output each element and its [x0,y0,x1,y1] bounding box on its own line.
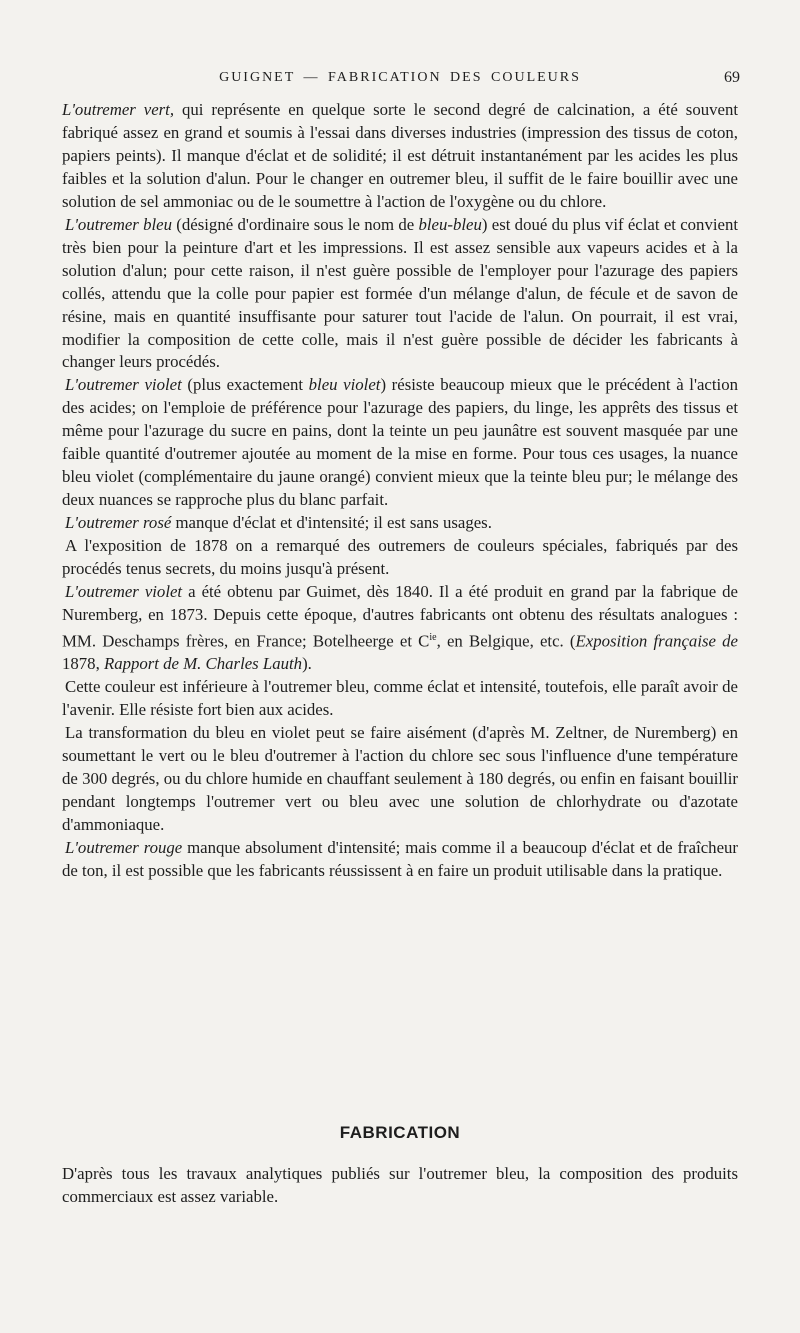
paragraph-text: ). [302,654,312,674]
paragraph-text: manque absolument d'intensité; mais comme il a beaucoup d'éclat et de fraîcheur de ton, il est possible que les fabricants réussissent à en faire un produit utilisable dans la pratique. [62,838,738,881]
paragraph-couleur-inferieure [62,676,738,722]
final-text [62,1163,738,1209]
paragraph-text: ) est doué du plus vif éclat et convient très bien pour la peinture d'art et les impressions. Il est assez sensible aux vapeurs acides et à la solution d'alun; pour cette raison, il n'est guère possible de l'employer pour l'azurage des papiers collés, attendu que la colle pour papier est formée d'un mélange d'alun, de fécule et de savon de résine, mais en quantité insuffisante pour saturer tout l'acide de l'alun. On pourrait, il est vrai, modifier la composition de cette colle, mais il n'est guère possible de décider les fabricants à changer leurs procédés. [62,214,738,372]
term-outremer-violet: L'outremer violet [65,582,183,602]
paragraph-text: A l'exposition de 1878 on a remarqué des outremers de couleurs spéciales, fabriqués par des procédés tenus secrets, du moins jusqu'à présent. [62,536,738,579]
term-bleu-bleu: bleu-bleu [418,214,482,234]
term-outremer-bleu: L'outremer bleu [65,214,173,234]
citation-exposition: Exposition française de [575,631,738,651]
paragraph-text: qui représente en quelque sorte le second degré de calcination, a été souvent fabriqué assez en grand et soumis à l'essai dans diverses industries (impression des tissus de coton, papiers peints). Il manque d'éclat et de solidité; il est détruit instantanément par les acides les plus faibles et la solution d'alun. Pour le changer en outremer bleu, il suffit de le faire bouillir avec une solution de sel ammoniac ou de le soumettre à l'action de l'oxygène ou du chlore. [62,100,738,211]
paragraph-text: ) résiste beaucoup mieux que le précédent à l'action des acides; on l'emploie de préférence pour l'azurage des papiers, du linge, les apprêts des tissus et même pour l'azurage du sucre en pains, dont la teinte un peu jaunâtre est souvent masquée par une faible quantité d'outremer ajoutée au moment de la mise en forme. Pour tous ces usages, la nuance bleu violet (complémentaire du jaune orangé) convient mieux que la teinte bleu pur; le mélange des deux nuances se rapproche plus du blanc parfait. [62,375,738,510]
running-title: GUIGNET — FABRICATION DES COULEURS [219,70,581,85]
term-outremer-vert: L'outremer vert, [62,100,175,119]
term-outremer-rose: L'outremer rosé [65,513,172,533]
paragraph-text: La transformation du bleu en violet peut se faire aisément (d'après M. Zeltner, de Nuremberg) en soumettant le vert ou le bleu d'outremer à l'action du chlore sec sous l'influence d'une température de 300 degrés, ou du chlore humide en chauffant seulement à 180 degrés, ou enfin en faisant bouillir pendant longtemps l'outremer vert ou bleu avec une solution de chlorhydrate ou d'azotate d'ammoniaque. [62,723,738,835]
paragraph-exposition-1878 [62,535,738,581]
paragraph-text: 1878, [62,654,104,674]
paragraph-text: Cette couleur est inférieure à l'outremer bleu, comme éclat et intensité, toutefois, elle paraît avoir de l'avenir. Elle résiste fort bien aux acides. [62,677,738,720]
paragraph-text: , en Belgique, etc. ( [436,631,576,651]
paragraph-outremer-violet [62,374,738,512]
paragraph-text: a été obtenu par Guimet, dès 1840. Il a été produit en grand par la fabrique de Nuremberg, en 1873. Depuis cette époque, d'autres fabricants ont obtenu des résultats analogues : MM. Deschamps frères, en France; Botelheerge et C [62,582,738,651]
page-number: 69 [724,69,740,86]
paragraph-outremer-bleu [62,214,738,375]
superscript-ie: ie [429,631,437,643]
body-text [62,99,738,883]
paragraph-transformation [62,722,738,837]
paragraph-outremer-vert [62,99,738,214]
term-bleu-violet: bleu violet [308,375,381,395]
paragraph-composition: D'après tous les travaux analytiques publiés sur l'outremer bleu, la composition des produits commerciaux est assez variable. [62,1164,738,1206]
running-header [60,66,740,90]
citation-rapport: Rapport de M. Charles Lauth [103,654,303,674]
section-heading: FABRICATION [339,1123,461,1142]
paragraph-text: (plus exactement [181,375,309,395]
term-outremer-violet: L'outremer violet [65,375,182,395]
paragraph-text: manque d'éclat et d'intensité; il est sans usages. [171,513,492,533]
paragraph-outremer-rouge [62,837,738,883]
paragraph-text: (désigné d'ordinaire sous le nom de [172,214,419,234]
term-outremer-rouge: L'outremer rouge [65,838,183,858]
paragraph-outremer-violet-history [62,581,738,676]
paragraph-outremer-rose [62,512,738,535]
